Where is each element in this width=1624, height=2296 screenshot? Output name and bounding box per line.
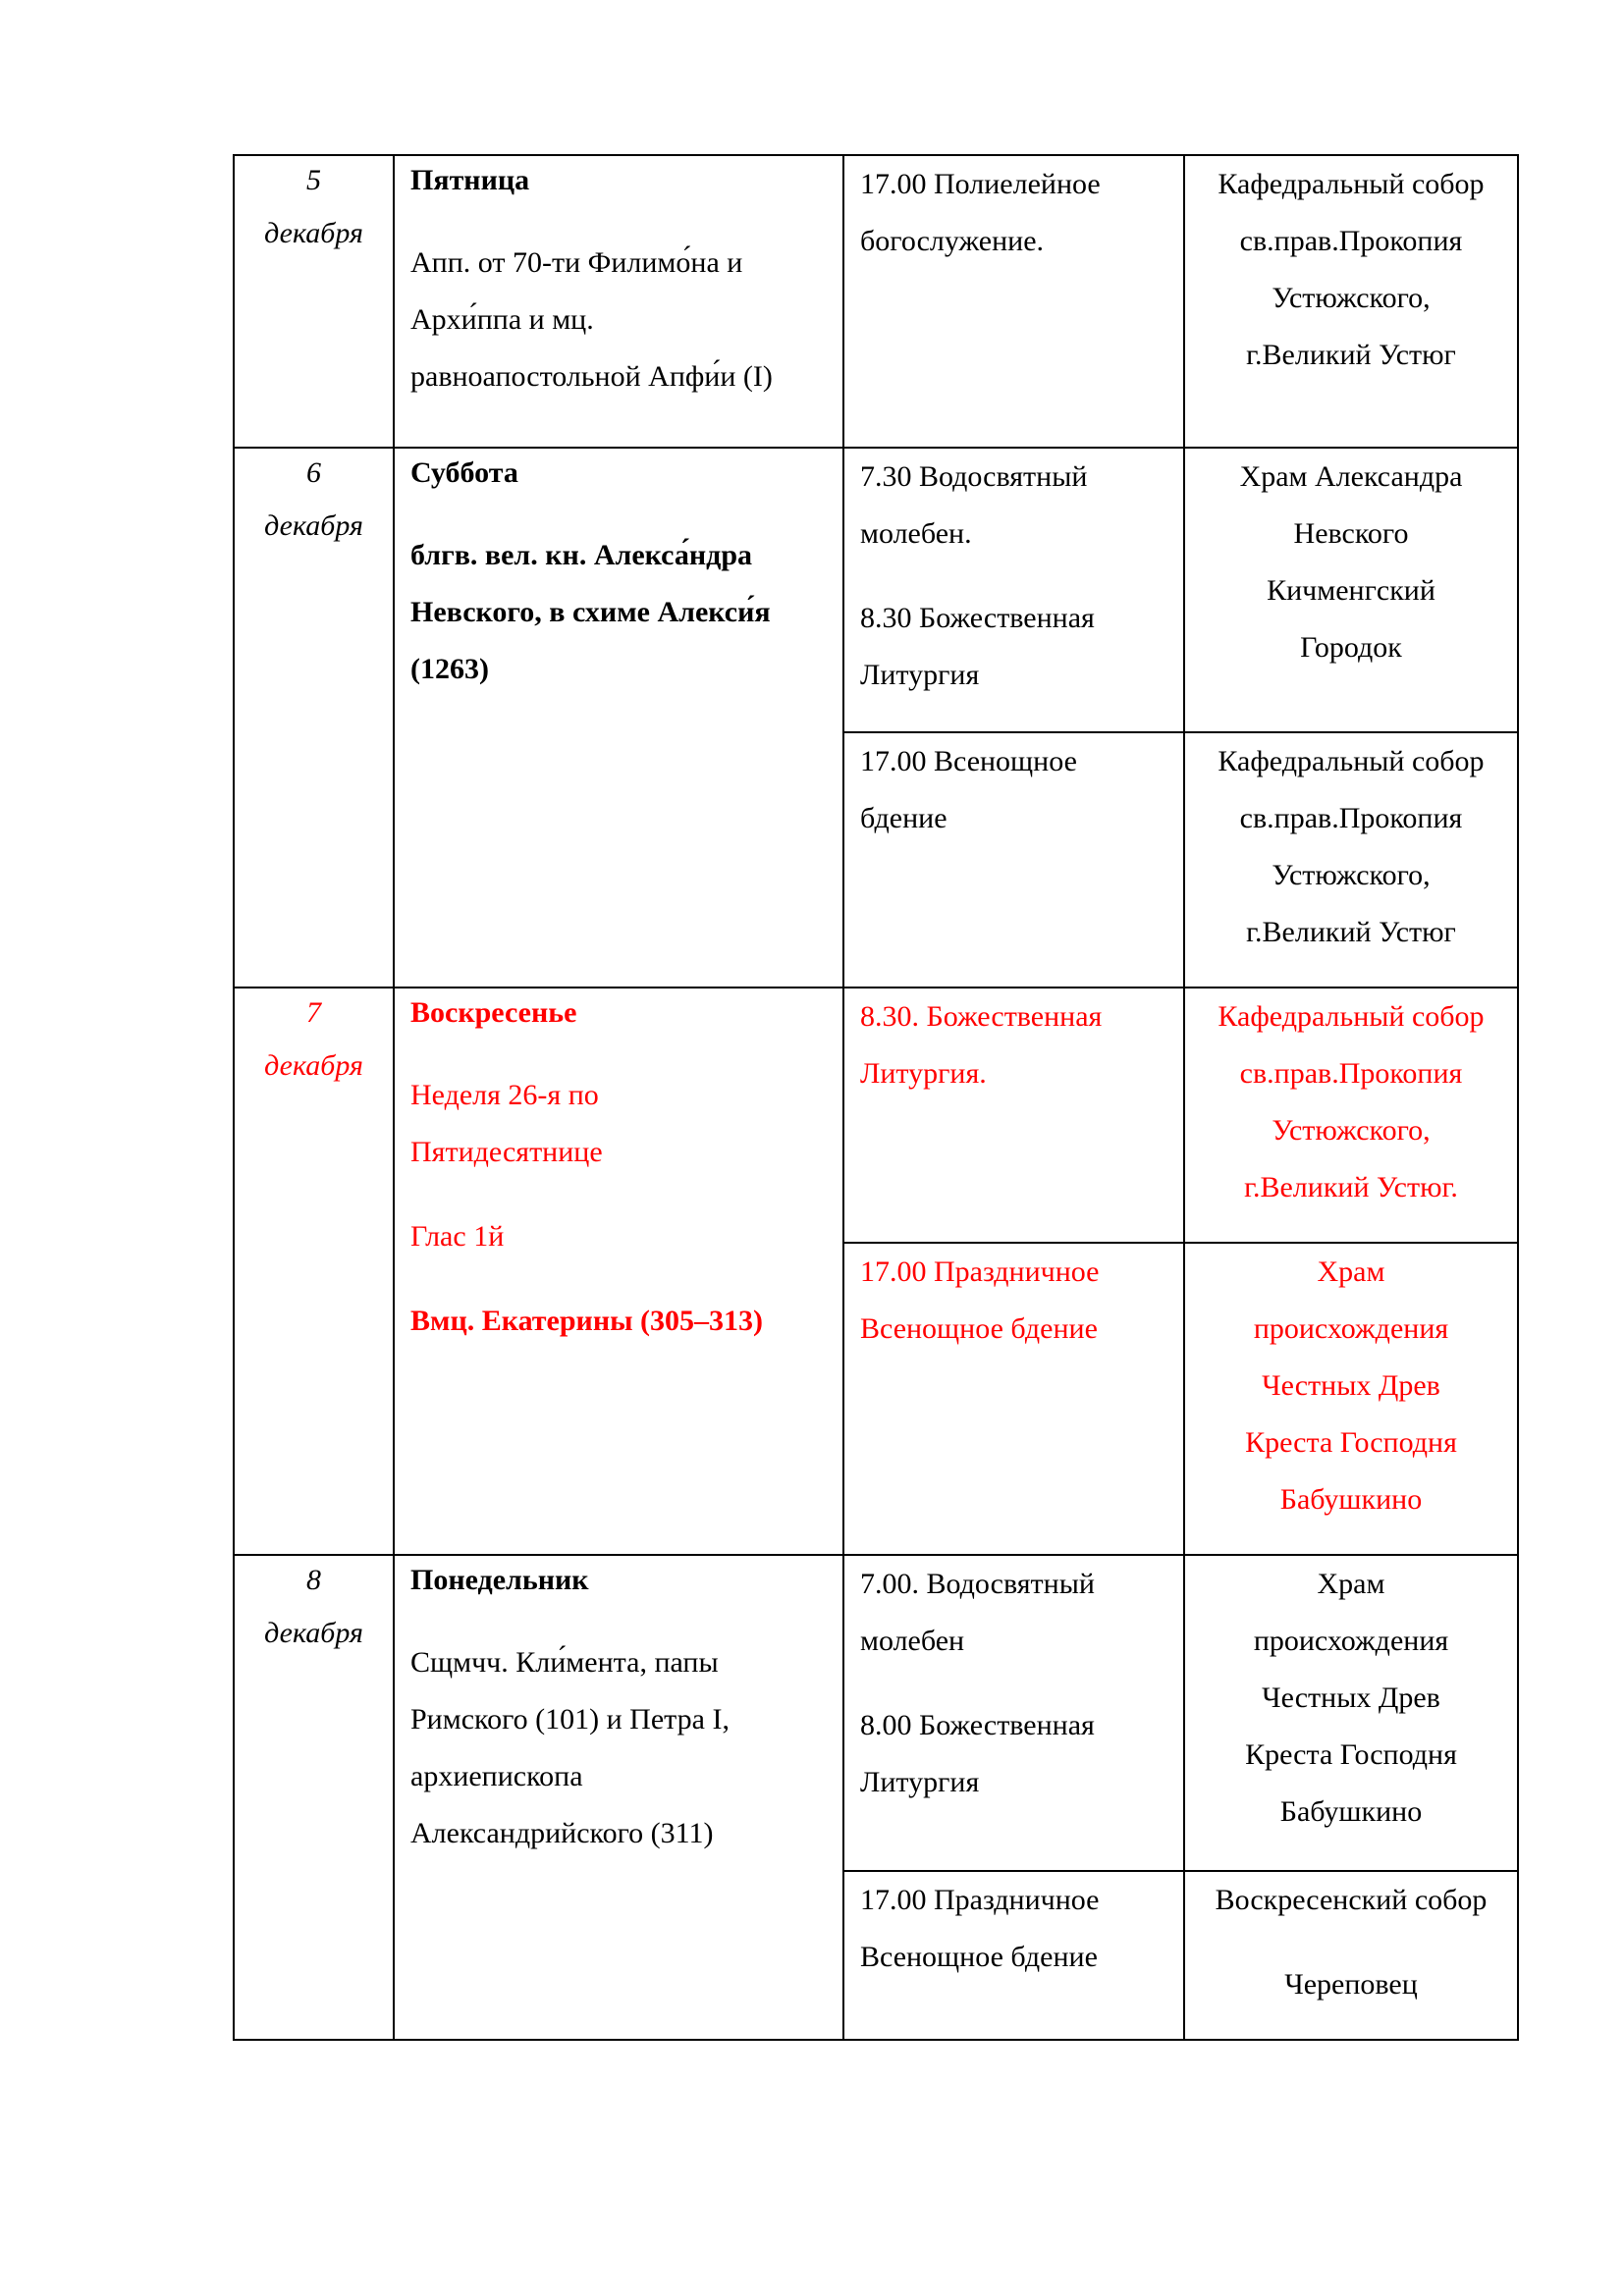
place-cell [1184, 1555, 1518, 1871]
date-number: 5 [306, 164, 321, 196]
weekday-label: Понедельник [410, 1564, 589, 1596]
place-line: Честных Древ [1262, 1682, 1440, 1714]
table-row-day-8 [234, 1555, 1518, 1871]
commemoration-cell [394, 448, 843, 988]
table-row-day-7 [234, 988, 1518, 1243]
service-line: Литургия [860, 659, 980, 691]
service-line: 17.00 Полиелейное [860, 168, 1101, 200]
place-line: Кафедральный собор [1218, 1000, 1485, 1033]
place-line: Креста Господня [1245, 1738, 1457, 1771]
commemoration-line: архиепископа [410, 1760, 583, 1792]
service-line: 7.30 Водосвятный [860, 460, 1088, 493]
service-cell [843, 448, 1184, 732]
service-line: 17.00 Праздничное [860, 1255, 1100, 1288]
place-cell [1184, 448, 1518, 732]
service-line: Всенощное бдение [860, 1941, 1098, 1973]
place-line: Креста Господня [1245, 1426, 1457, 1459]
place-cell [1184, 988, 1518, 1243]
commemoration-line: блгв. вел. кн. Алекса́ндра [410, 539, 753, 571]
service-line: 7.00. Водосвятный [860, 1568, 1095, 1600]
date-number: 8 [306, 1564, 321, 1596]
commemoration-cell [394, 155, 843, 448]
place-line: Кичменгский [1267, 574, 1435, 607]
service-cell [843, 1871, 1184, 2040]
place-line: Невского [1293, 517, 1409, 550]
place-line: происхождения [1253, 1312, 1449, 1345]
place-cell [1184, 1871, 1518, 2040]
service-cell [843, 1555, 1184, 1871]
commemoration-cell [394, 988, 843, 1555]
commemoration-cell [394, 1555, 843, 2040]
date-cell [234, 1555, 394, 2040]
place-line: Устюжского, [1272, 282, 1431, 314]
service-line: Литургия [860, 1766, 980, 1798]
weekday-label: Пятница [410, 164, 530, 196]
table-row-day-5 [234, 155, 1518, 448]
service-line: бдение [860, 802, 947, 834]
service-line: 17.00 Всенощное [860, 745, 1077, 777]
service-line: молебен [860, 1625, 965, 1657]
commemoration-line: Архи́ппа и мц. [410, 303, 594, 336]
place-line: св.прав.Прокопия [1239, 1057, 1463, 1090]
service-line: 8.30. Божественная [860, 1000, 1103, 1033]
date-month: декабря [264, 217, 363, 249]
place-line: Череповец [1284, 1968, 1418, 2001]
commemoration-line: Александрийского (311) [410, 1817, 714, 1849]
commemoration-line: Сщмчч. Кли́мента, папы [410, 1646, 719, 1679]
date-cell [234, 155, 394, 448]
commemoration-line: Пятидесятнице [410, 1136, 603, 1168]
service-cell [843, 988, 1184, 1243]
service-cell [843, 1243, 1184, 1555]
date-number: 7 [306, 996, 321, 1029]
table-row-day-6 [234, 448, 1518, 732]
weekday-label: Воскресенье [410, 996, 577, 1029]
place-line: Бабушкино [1279, 1795, 1423, 1828]
place-line: Храм [1317, 1255, 1385, 1288]
date-cell [234, 988, 394, 1555]
place-cell [1184, 155, 1518, 448]
service-cell [843, 155, 1184, 448]
service-line: богослужение. [860, 225, 1045, 257]
service-line: Всенощное бдение [860, 1312, 1098, 1345]
service-line: молебен. [860, 517, 972, 550]
commemoration-line: равноапостольной Апфи́и (I) [410, 360, 773, 393]
place-line: г.Великий Устюг. [1244, 1171, 1458, 1203]
date-number: 6 [306, 456, 321, 489]
service-line: 8.30 Божественная [860, 602, 1095, 634]
commemoration-line: Апп. от 70-ти Филимо́на и [410, 246, 743, 279]
place-line: Честных Древ [1262, 1369, 1440, 1402]
schedule-table [233, 154, 1519, 2041]
service-cell [843, 732, 1184, 988]
service-line: 8.00 Божественная [860, 1709, 1095, 1741]
place-line: г.Великий Устюг [1246, 916, 1456, 948]
date-cell [234, 448, 394, 988]
place-line: Бабушкино [1279, 1483, 1423, 1516]
place-cell [1184, 732, 1518, 988]
place-line: св.прав.Прокопия [1239, 802, 1463, 834]
place-line: Кафедральный собор [1218, 745, 1485, 777]
place-line: Храм [1317, 1568, 1385, 1600]
feast-label: Вмц. Екатерины (305–313) [410, 1305, 764, 1337]
place-line: Городок [1300, 631, 1402, 664]
place-line: Храм Александра [1239, 460, 1463, 493]
place-line: Кафедральный собор [1218, 168, 1485, 200]
date-month: декабря [264, 1617, 363, 1649]
date-month: декабря [264, 1049, 363, 1082]
commemoration-line: (1263) [410, 653, 489, 685]
weekday-label: Суббота [410, 456, 518, 489]
commemoration-line: Неделя 26-я по [410, 1079, 599, 1111]
glas-label: Глас 1й [410, 1220, 505, 1253]
service-line: Литургия. [860, 1057, 987, 1090]
place-line: Устюжского, [1272, 859, 1431, 891]
place-line: св.прав.Прокопия [1239, 225, 1463, 257]
place-line: Воскресенский собор [1215, 1884, 1488, 1916]
place-line: Устюжского, [1272, 1114, 1431, 1147]
place-line: г.Великий Устюг [1246, 339, 1456, 371]
date-month: декабря [264, 509, 363, 542]
commemoration-line: Невского, в схиме Алекси́я [410, 596, 771, 628]
place-line: происхождения [1253, 1625, 1449, 1657]
place-cell [1184, 1243, 1518, 1555]
service-line: 17.00 Праздничное [860, 1884, 1100, 1916]
commemoration-line: Римского (101) и Петра I, [410, 1703, 730, 1735]
